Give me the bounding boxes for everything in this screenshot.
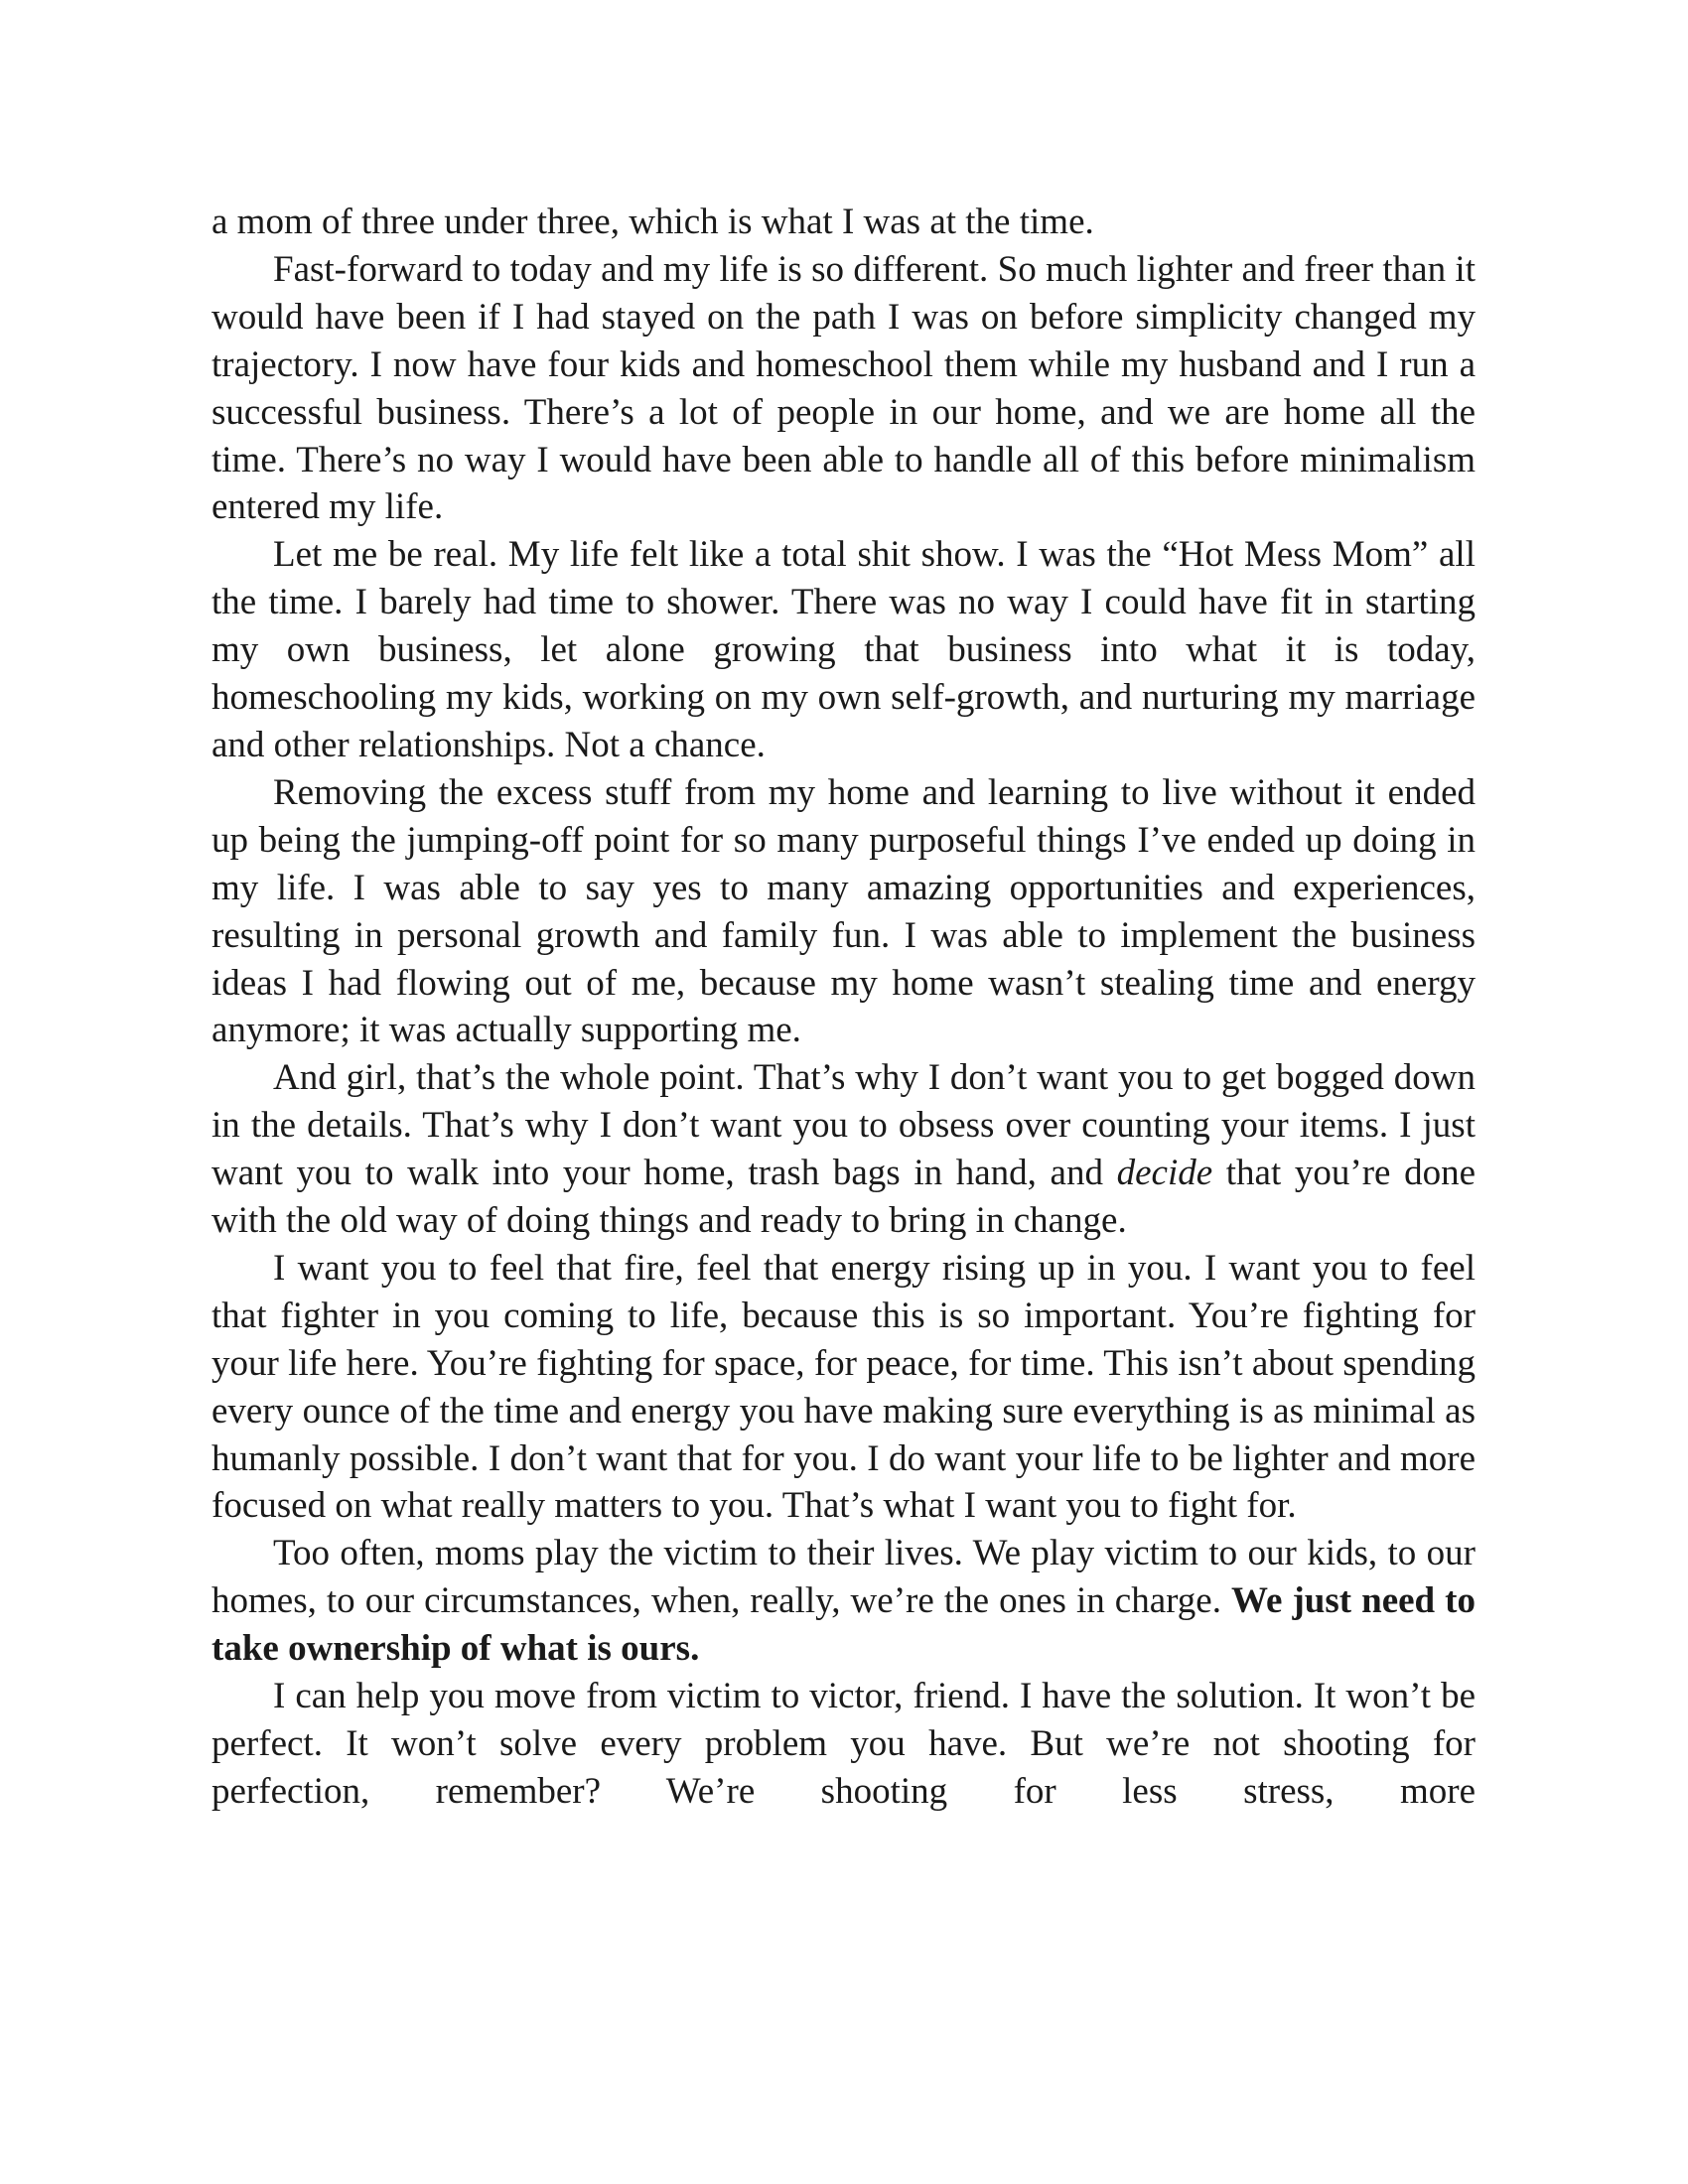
paragraph-2 bbox=[211, 246, 1476, 531]
paragraph-8 bbox=[211, 1673, 1476, 1816]
paragraph-text: Removing the excess stuff from my home and learning to live without it ended up being the jumping-off point for so many purposeful things I’ve ended up doing in my life. I was able to say yes to many amazing opportunities and experiences, resulting in personal growth and family fun. I was able to implement the business ideas I had flowing out of me, because my home wasn’t stealing time and energy anymore; it was actually supporting me. bbox=[211, 771, 1476, 1051]
paragraph-3 bbox=[211, 531, 1476, 769]
book-page bbox=[211, 199, 1476, 1816]
paragraph-text: Fast-forward to today and my life is so different. So much lighter and freer than it would have been if I had stayed on the path I was on before simplicity changed my trajectory. I now have four kids and homeschool them while my husband and I run a successful business. There’s a lot of people in our home, and we are home all the time. There’s no way I would have been able to handle all of this before minimalism entered my life. bbox=[211, 248, 1476, 528]
paragraph-text: that you’re done with the old way of doing things and ready to bring in change. bbox=[211, 1153, 1476, 1242]
paragraph-text: And girl, that’s the whole point. That’s why I don’t want you to get bogged down in the details. That’s why I don’t want you to obsess over counting your items. I just want you to walk into your home, trash bags in hand, and bbox=[211, 1057, 1476, 1194]
paragraph-4 bbox=[211, 769, 1476, 1054]
paragraph-text: Too often, moms play the victim to their lives. We play victim to our kids, to our homes, to our circumstances, when, really, we’re the ones in charge. bbox=[211, 1533, 1476, 1622]
paragraph-7 bbox=[211, 1530, 1476, 1673]
paragraph-1 bbox=[211, 199, 1476, 246]
bold-statement: We just need to take ownership of what is ours. bbox=[211, 1580, 1476, 1670]
emphasized-word: decide bbox=[1116, 1153, 1213, 1194]
paragraph-6 bbox=[211, 1245, 1476, 1530]
paragraph-5 bbox=[211, 1054, 1476, 1245]
paragraph-text: a mom of three under three, which is what I was at the time. bbox=[211, 202, 1094, 242]
paragraph-text: Let me be real. My life felt like a total shit show. I was the “Hot Mess Mom” all the time. I barely had time to shower. There was no way I could have fit in starting my own business, let alone growing that business into what it is today, homeschooling my kids, working on my own self-growth, and nurturing my marriage and other relationships. Not a chance. bbox=[211, 534, 1476, 765]
paragraph-text: I want you to feel that fire, feel that energy rising up in you. I want you to feel that fighter in you coming to life, because this is so important. You’re fighting for your life here. You’re fighting for space, for peace, for time. This isn’t about spending every ounce of the time and energy you have making sure everything is as minimal as humanly possible. I don’t want that for you. I do want your life to be lighter and more focused on what really matters to you. That’s what I want you to fight for. bbox=[211, 1247, 1476, 1527]
paragraph-text: I can help you move from victim to victor, friend. I have the solution. It won’t be perfect. It won’t solve every problem you have. But we’re not shooting for perfection, remember? We’re shooting for less stress, more bbox=[211, 1676, 1476, 1812]
